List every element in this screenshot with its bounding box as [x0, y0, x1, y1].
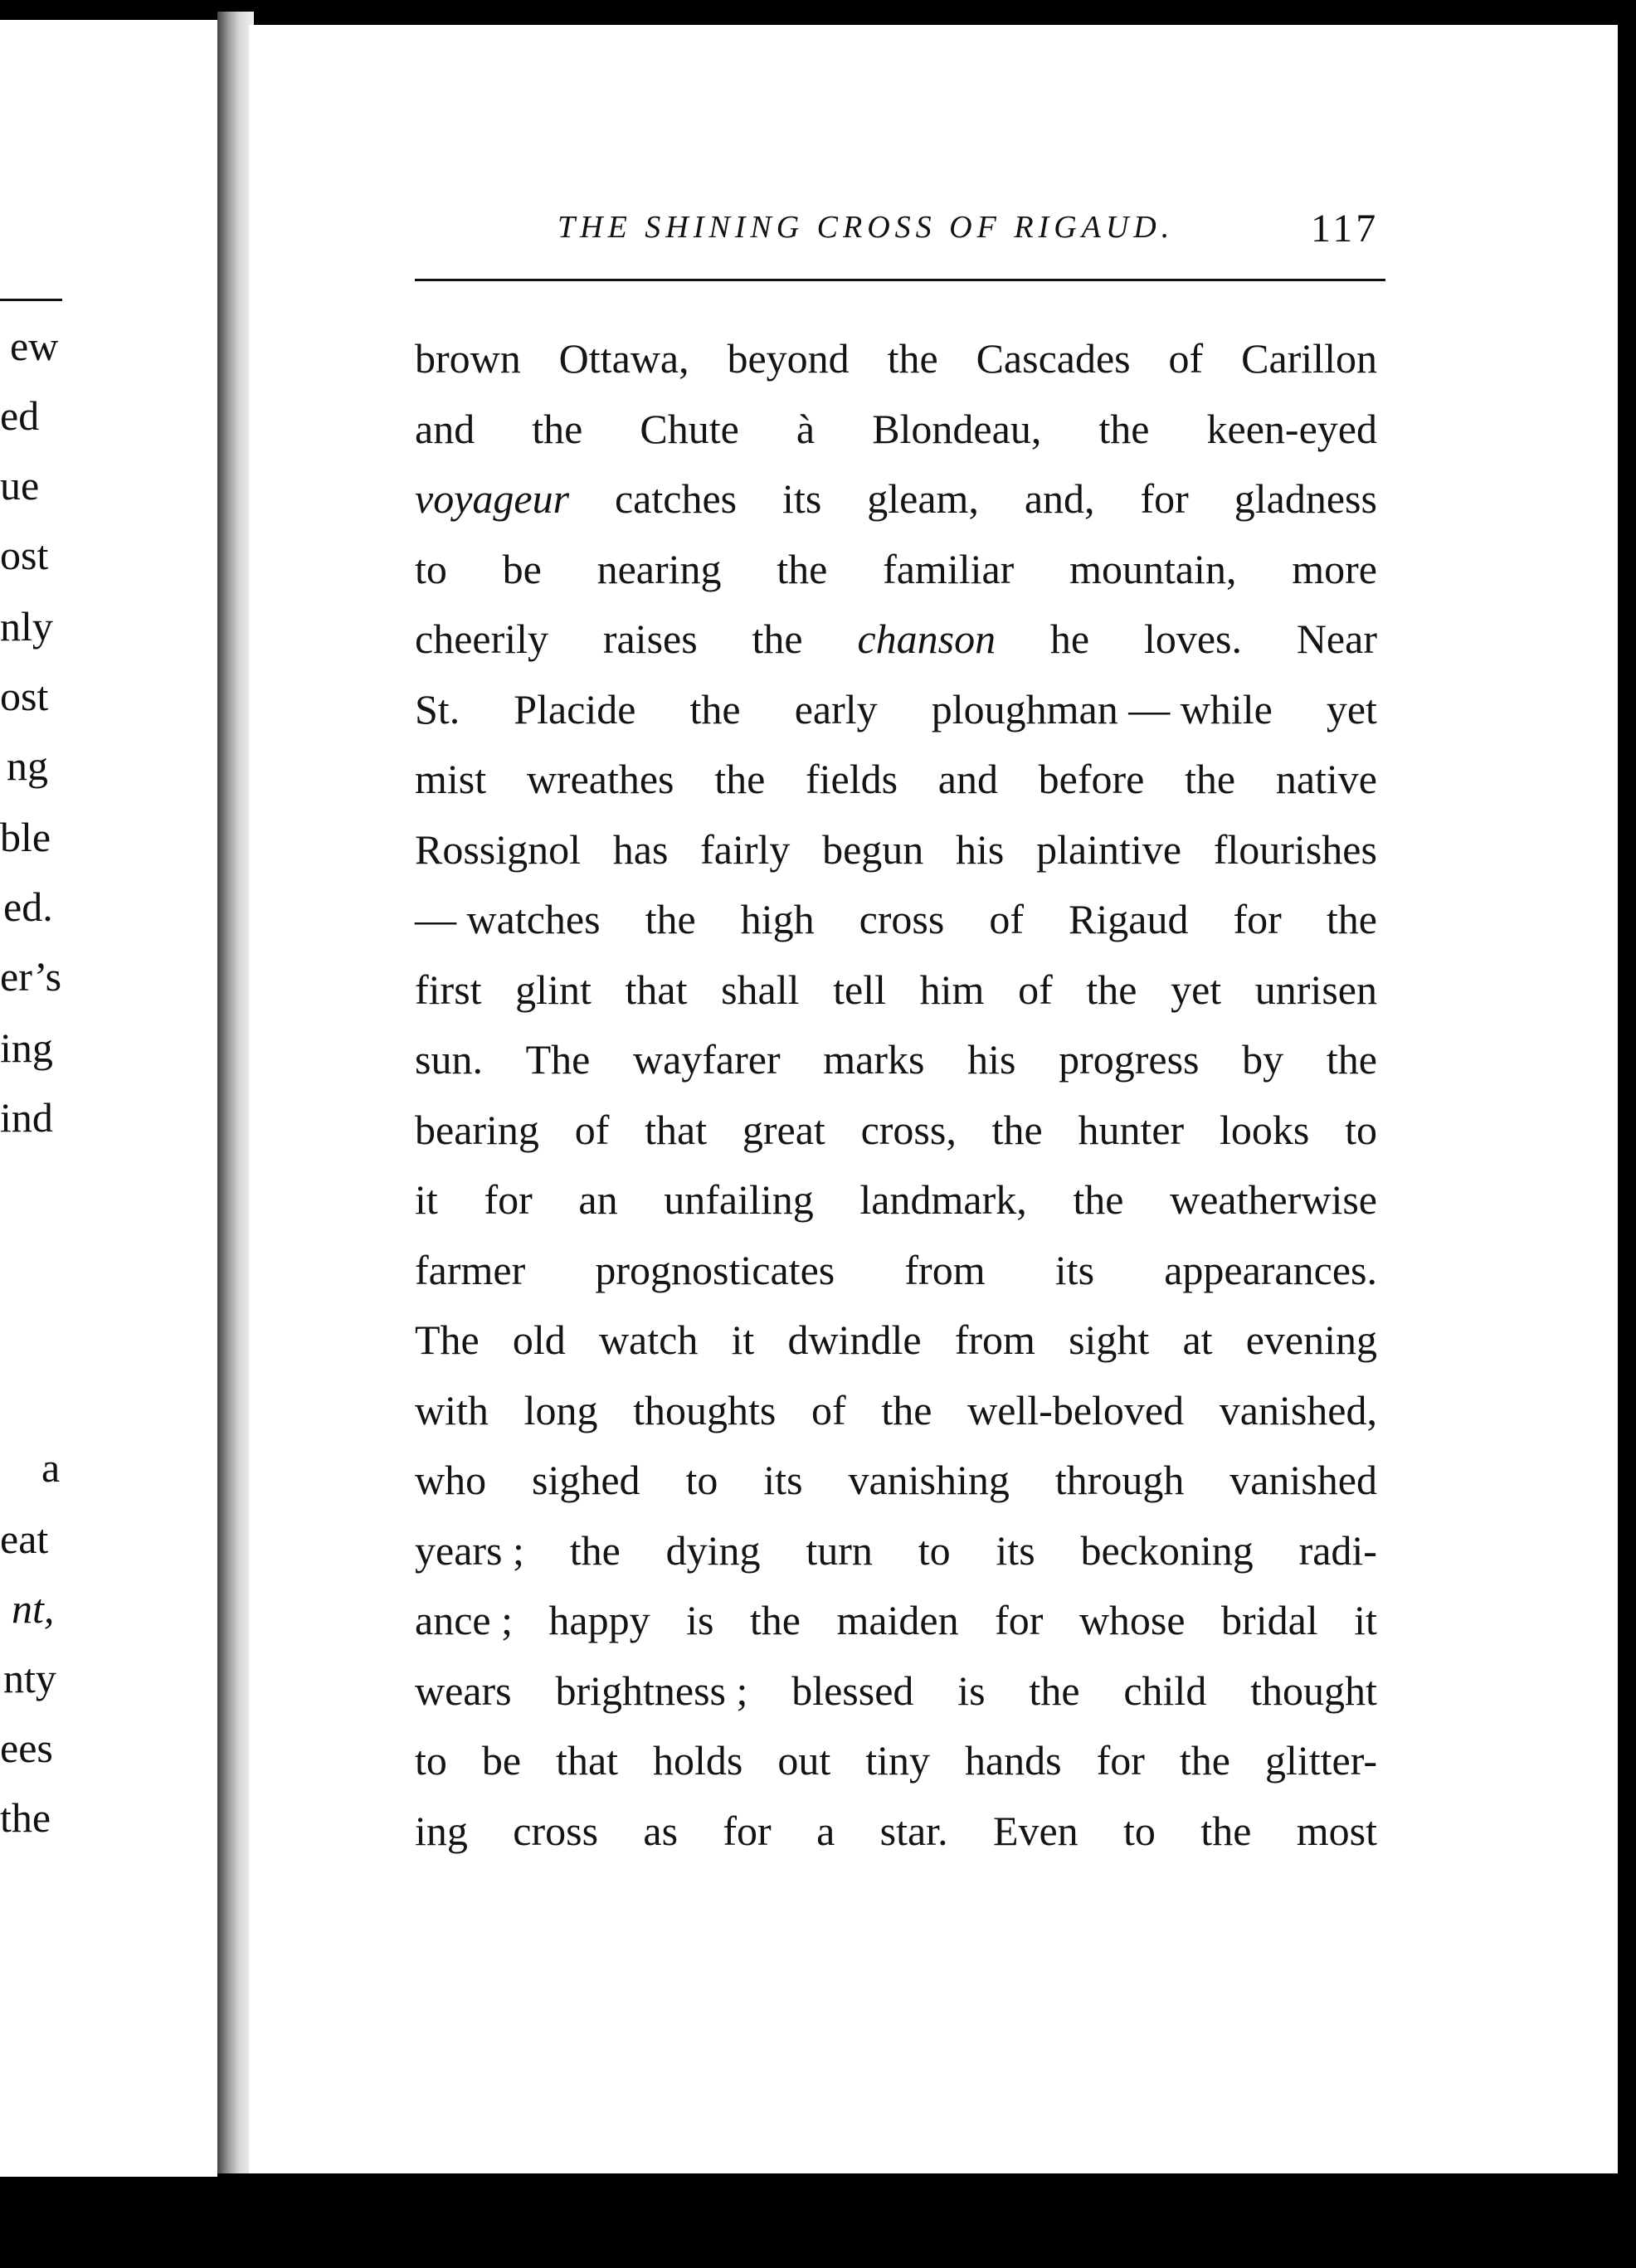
word: shall: [721, 966, 800, 1013]
word: of: [574, 1106, 610, 1153]
word: hands: [964, 1737, 1062, 1784]
word: bridal: [1221, 1597, 1318, 1643]
word: farmer: [415, 1246, 526, 1293]
word: of: [1018, 966, 1053, 1013]
word: high: [740, 896, 815, 942]
word: happy: [548, 1597, 650, 1643]
left-page-fragment: ng: [7, 742, 48, 789]
left-page-fragment: ue: [0, 462, 40, 509]
word: for: [484, 1176, 533, 1223]
word: an: [578, 1176, 618, 1223]
word: he: [1049, 616, 1090, 662]
word: marks: [823, 1036, 925, 1083]
word: Rigaud: [1069, 896, 1189, 942]
word: wears: [415, 1667, 512, 1714]
word: vanished,: [1219, 1386, 1377, 1433]
scan-bottom-edge: [217, 2173, 1636, 2268]
word: evening: [1245, 1317, 1377, 1363]
left-page-fragment: a: [41, 1444, 61, 1491]
word: unrisen: [1254, 966, 1377, 1013]
text-line: [415, 1095, 1377, 1166]
word: wreathes: [526, 756, 674, 802]
left-page-fragment: ble: [0, 814, 51, 860]
word: be: [481, 1737, 522, 1784]
word: from: [904, 1246, 986, 1293]
word: turn: [806, 1526, 873, 1574]
word: mist: [415, 756, 487, 802]
word: the: [1029, 1667, 1080, 1714]
word: the: [714, 756, 766, 802]
text-line: [415, 1516, 1377, 1586]
word: plaintive: [1036, 825, 1182, 873]
word: Cascades: [976, 335, 1131, 382]
word: that: [625, 966, 688, 1013]
word: and: [937, 756, 998, 802]
word: Placide: [514, 685, 636, 732]
word: beckoning: [1080, 1526, 1254, 1574]
word: glitter-: [1264, 1737, 1377, 1784]
word: sight: [1069, 1317, 1150, 1363]
word: to: [1345, 1106, 1377, 1153]
word: sun.: [415, 1036, 483, 1083]
body-text: [415, 324, 1377, 1866]
word: well-beloved: [967, 1386, 1185, 1433]
text-line: [415, 604, 1377, 674]
text-line: [415, 674, 1377, 745]
text-line: [415, 534, 1377, 605]
word: St.: [415, 685, 460, 732]
word: through: [1054, 1457, 1185, 1503]
header-rule: [415, 279, 1385, 281]
word: tell: [833, 966, 887, 1013]
word: the: [645, 896, 696, 942]
left-page-rule: [0, 299, 62, 301]
text-line: [415, 744, 1377, 815]
word: beyond: [727, 335, 850, 382]
left-page-fragment: ost: [0, 673, 49, 719]
word: sighed: [532, 1457, 640, 1503]
word: his: [956, 825, 1005, 873]
word: is: [686, 1597, 714, 1643]
word: before: [1038, 756, 1145, 802]
word: catches: [614, 475, 738, 522]
word: wayfarer: [632, 1036, 781, 1083]
word: the: [749, 1597, 801, 1643]
word: of: [989, 896, 1025, 942]
word: the: [1326, 896, 1377, 942]
text-line: [415, 1305, 1377, 1375]
word: from: [954, 1317, 1035, 1363]
word: to: [1123, 1807, 1156, 1854]
word: the: [991, 1106, 1043, 1153]
word: weatherwise: [1170, 1176, 1377, 1223]
word: raises: [602, 616, 698, 662]
word: to: [685, 1457, 718, 1503]
text-line: [415, 394, 1377, 465]
right-page: [249, 25, 1618, 2173]
word: early: [794, 685, 878, 732]
word: the: [1179, 1737, 1230, 1784]
word: the: [887, 335, 938, 382]
word: is: [957, 1667, 986, 1714]
word: Near: [1296, 616, 1377, 662]
word: the: [1200, 1807, 1252, 1854]
word: cheerily: [415, 616, 549, 662]
word: the: [1098, 405, 1150, 452]
word: yet: [1171, 966, 1222, 1013]
word: great: [742, 1106, 825, 1153]
left-page-fragment: the: [0, 1794, 51, 1841]
word: unfailing: [664, 1176, 814, 1223]
word: be: [502, 545, 542, 592]
word: glint: [515, 966, 592, 1013]
word: thought: [1250, 1667, 1377, 1714]
word: with: [415, 1386, 489, 1433]
word: the: [1326, 1036, 1377, 1083]
word: hunter: [1078, 1106, 1185, 1153]
word: years ;: [415, 1526, 524, 1574]
running-head: THE SHINING CROSS OF RIGAUD.: [558, 210, 1175, 245]
word: thoughts: [633, 1386, 777, 1433]
word: The: [525, 1036, 591, 1083]
word: it: [1354, 1597, 1377, 1643]
text-line: [415, 955, 1377, 1025]
word: ing: [415, 1807, 468, 1854]
word: the: [777, 545, 828, 592]
word: vanishing: [848, 1457, 1010, 1503]
text-line: [415, 1165, 1377, 1235]
word: most: [1296, 1807, 1377, 1854]
word: blessed: [791, 1667, 914, 1714]
word: native: [1275, 756, 1377, 802]
word: ploughman — while: [931, 685, 1273, 732]
word: à: [796, 405, 816, 452]
word: begun: [822, 825, 924, 873]
word: at: [1182, 1317, 1213, 1363]
word: Even: [992, 1807, 1078, 1854]
word: gladness: [1234, 475, 1377, 522]
word: has: [612, 825, 669, 873]
word: loves.: [1143, 616, 1242, 662]
word: whose: [1078, 1597, 1186, 1643]
word: and,: [1024, 475, 1095, 522]
left-page-fragment: nty: [3, 1655, 56, 1701]
left-page-fragment: ed: [0, 392, 40, 439]
word: appearances.: [1164, 1246, 1377, 1293]
left-page-fragment: nly: [0, 603, 53, 650]
left-page-fragment: ees: [0, 1725, 53, 1771]
word: prognosticates: [595, 1246, 835, 1293]
text-line: [415, 464, 1377, 534]
word: vanished: [1229, 1457, 1377, 1503]
left-page-fragment: ost: [0, 532, 49, 578]
word: that: [645, 1106, 708, 1153]
word: the: [1073, 1176, 1124, 1223]
word: — watches: [415, 896, 601, 942]
word: its: [1054, 1246, 1095, 1293]
word: a: [816, 1807, 835, 1854]
word: the: [881, 1386, 932, 1433]
word: its: [996, 1526, 1035, 1574]
word: familiar: [883, 545, 1015, 592]
word: out: [777, 1737, 831, 1784]
word: first: [415, 966, 482, 1013]
word: more: [1292, 545, 1377, 592]
word: the: [1086, 966, 1137, 1013]
text-line: [415, 1796, 1377, 1866]
word: Carillon: [1241, 335, 1377, 382]
word: of: [811, 1386, 846, 1433]
text-line: [415, 324, 1377, 394]
word: fields: [805, 756, 898, 802]
word: to: [415, 545, 447, 592]
word: it: [731, 1317, 755, 1363]
word: him: [919, 966, 985, 1013]
word: it: [415, 1176, 438, 1223]
word: by: [1242, 1036, 1284, 1083]
word: maiden: [836, 1597, 959, 1643]
word: Ottawa,: [558, 335, 689, 382]
text-line: [415, 1024, 1377, 1095]
word: the: [752, 616, 803, 662]
word: who: [415, 1457, 487, 1503]
text-line: [415, 1585, 1377, 1656]
word: star.: [879, 1807, 948, 1854]
word: bearing: [415, 1106, 539, 1153]
word: that: [556, 1737, 619, 1784]
word: Rossignol: [415, 825, 582, 873]
word: for: [1233, 896, 1282, 942]
word: holds: [653, 1737, 743, 1784]
text-line: [415, 1725, 1377, 1796]
word: nearing: [596, 545, 722, 592]
word: Blondeau,: [872, 405, 1042, 452]
word: for: [723, 1807, 772, 1854]
word: brown: [415, 335, 521, 382]
word: its: [782, 475, 822, 522]
word: chanson: [857, 616, 996, 662]
word: the: [569, 1526, 621, 1574]
word: yet: [1326, 685, 1377, 732]
word: of: [1168, 335, 1204, 382]
word: his: [967, 1036, 1016, 1083]
word: dying: [665, 1526, 761, 1574]
word: flourishes: [1213, 825, 1377, 873]
word: long: [523, 1386, 598, 1433]
left-page-fragment: er’s: [0, 953, 62, 1000]
word: as: [643, 1807, 679, 1854]
left-facing-page: [0, 20, 217, 2177]
word: landmark,: [859, 1176, 1027, 1223]
word: keen-eyed: [1206, 405, 1377, 452]
text-line: [415, 815, 1377, 885]
word: the: [532, 405, 583, 452]
word: the: [1185, 756, 1236, 802]
left-page-fragment: ed.: [3, 883, 53, 930]
word: fairly: [700, 825, 791, 873]
word: voyageur: [415, 475, 570, 522]
text-line: [415, 1375, 1377, 1446]
word: cross: [513, 1807, 599, 1854]
word: The: [415, 1317, 480, 1363]
word: watch: [598, 1317, 699, 1363]
word: to: [918, 1526, 951, 1574]
word: for: [1096, 1737, 1145, 1784]
word: cross: [859, 896, 945, 942]
word: mountain,: [1069, 545, 1237, 592]
page-number: 117: [1311, 207, 1380, 251]
left-page-fragment: ind: [0, 1094, 53, 1141]
left-page-fragment: nt,: [12, 1585, 55, 1632]
text-line: [415, 1445, 1377, 1516]
word: gleam,: [867, 475, 979, 522]
word: old: [512, 1317, 566, 1363]
word: progress: [1059, 1036, 1200, 1083]
word: brightness ;: [555, 1667, 748, 1714]
word: to: [415, 1737, 447, 1784]
word: dwindle: [787, 1317, 922, 1363]
word: radi-: [1298, 1526, 1377, 1574]
word: tiny: [865, 1737, 930, 1784]
word: child: [1123, 1667, 1207, 1714]
word: looks: [1219, 1106, 1310, 1153]
text-line: [415, 1235, 1377, 1306]
word: ance ;: [415, 1597, 513, 1643]
word: its: [763, 1457, 803, 1503]
word: cross,: [860, 1106, 957, 1153]
word: the: [689, 685, 741, 732]
text-line: [415, 884, 1377, 955]
left-page-fragment: ew: [10, 323, 59, 369]
left-page-fragment: ing: [0, 1024, 53, 1071]
left-page-fragment: eat: [0, 1516, 49, 1562]
word: for: [1140, 475, 1189, 522]
word: and: [415, 405, 475, 452]
text-line: [415, 1656, 1377, 1726]
word: Chute: [640, 405, 739, 452]
word: for: [995, 1597, 1044, 1643]
